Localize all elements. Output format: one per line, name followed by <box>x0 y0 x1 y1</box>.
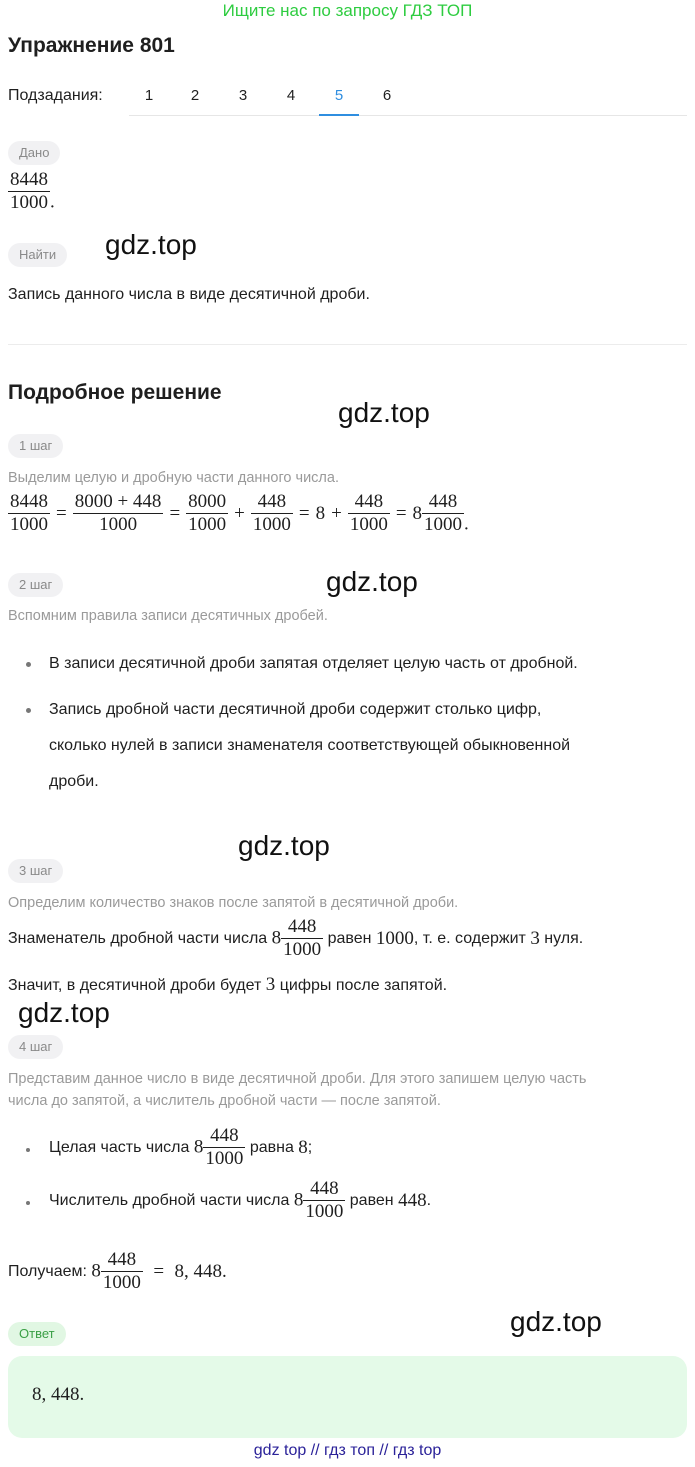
list-item <box>49 1179 431 1223</box>
given-period: . <box>50 191 55 213</box>
step-hint: Выделим целую и дробную части данного числа. <box>8 470 339 486</box>
fraction-numerator: 8000 <box>188 491 227 512</box>
fraction <box>251 492 293 536</box>
result-value: 8, 448. <box>174 1260 227 1282</box>
equals-sign: = <box>298 502 310 524</box>
fraction-denominator: 1000 <box>205 1147 244 1169</box>
step-hint: Представим данное число в виде десятичной дроби. Для этого запишем целую часть <box>8 1071 587 1087</box>
list-item: Запись дробной части десятичной дроби содержит столько цифр, <box>49 701 542 718</box>
divider <box>8 344 687 345</box>
list-item: дроби. <box>49 773 99 790</box>
fraction <box>422 492 464 536</box>
result-line <box>8 1250 227 1294</box>
fraction-denominator: 1000 <box>305 1200 344 1222</box>
step-hint: Вспомним правила записи десятичных дробей. <box>8 608 328 624</box>
fraction-numerator: 448 <box>428 491 458 512</box>
fraction <box>348 492 390 536</box>
watermark: gdz.top <box>338 397 430 428</box>
answer-box <box>8 1356 687 1438</box>
list-item: В записи десятичной дроби запятая отделяет целую часть от дробной. <box>49 655 578 672</box>
promo-banner[interactable]: Ищите нас по запросу ГДЗ ТОП <box>222 1 473 20</box>
tab-subtask-5[interactable]: 5 <box>319 80 359 116</box>
watermark: gdz.top <box>510 1306 602 1337</box>
watermark: gdz.top <box>326 566 418 597</box>
fraction <box>73 492 164 536</box>
step3-line2 <box>8 974 447 996</box>
mixed-number <box>193 1125 246 1169</box>
step-badge: 1 шаг <box>8 434 63 458</box>
list-item: сколько нулей в записи знаменателя соответствующей обыкновенной <box>49 737 571 754</box>
text-fragment: Числитель дробной части числа <box>49 1191 290 1209</box>
math-value: 1000 <box>375 927 414 949</box>
watermark: gdz.top <box>105 229 197 260</box>
step1-equation <box>8 492 469 536</box>
plus-sign: + <box>234 502 245 524</box>
bullet-dot <box>26 708 31 713</box>
math-value: 3 <box>530 927 540 949</box>
watermark: gdz.top <box>238 830 330 861</box>
math-value: 3 <box>265 974 276 995</box>
text-fragment: ; <box>307 1138 313 1156</box>
text-fragment: Целая часть числа <box>49 1138 190 1156</box>
tab-subtask-1[interactable]: 1 <box>144 87 154 104</box>
subtasks-label: Подзадания: <box>8 87 103 104</box>
fraction-numerator: 8448 <box>10 169 48 190</box>
bullet-dot <box>26 1201 30 1205</box>
bullet-dot <box>26 662 31 667</box>
mixed-whole: 8 <box>293 1189 304 1211</box>
text-fragment: равна <box>249 1138 294 1156</box>
step-badge: 4 шаг <box>8 1035 63 1059</box>
math-value: 448 <box>398 1189 427 1211</box>
step-badge: 2 шаг <box>8 573 63 597</box>
tab-subtask-3[interactable]: 3 <box>238 87 248 104</box>
fraction <box>203 1126 245 1170</box>
text-fragment: цифры после запятой. <box>279 977 448 994</box>
step3-line1 <box>8 917 583 961</box>
math-value: 8 <box>298 1136 308 1158</box>
text-fragment: , т. е. содержит <box>413 929 526 947</box>
fraction-denominator: 1000 <box>349 513 388 535</box>
fraction <box>8 492 50 536</box>
watermark: gdz.top <box>18 997 110 1028</box>
mixed-number <box>271 916 324 960</box>
mixed-number <box>293 1178 346 1222</box>
equals-sign: = <box>169 502 181 524</box>
text-fragment: равен <box>349 1191 394 1209</box>
fraction-numerator: 448 <box>354 491 384 512</box>
text-fragment: нуля. <box>544 929 584 947</box>
whole-number: 8 <box>315 502 326 524</box>
equals-sign: = <box>56 502 67 524</box>
find-text: Запись данного числа в виде десятичной дроби. <box>8 286 370 303</box>
mixed-whole: 8 <box>271 927 282 949</box>
solution-title: Подробное решение <box>8 381 222 404</box>
fraction-denominator: 1000 <box>283 938 322 960</box>
subtasks-tabs <box>129 80 687 116</box>
fraction-numerator: 448 <box>310 1178 339 1199</box>
fraction-numerator: 8000 + 448 <box>74 491 162 512</box>
tab-subtask-4[interactable]: 4 <box>286 87 296 104</box>
mixed-number <box>91 1249 143 1293</box>
mixed-whole: 8 <box>412 502 423 524</box>
fraction-denominator: 1000 <box>424 513 463 535</box>
footer-links[interactable]: gdz top // гдз топ // гдз top <box>253 1442 442 1459</box>
fraction-numerator: 448 <box>210 1125 239 1146</box>
tab-subtask-2[interactable]: 2 <box>190 87 200 104</box>
fraction-denominator: 1000 <box>188 513 227 535</box>
step-badge: 3 шаг <box>8 859 63 883</box>
fraction-denominator: 1000 <box>252 513 291 535</box>
fraction-denominator: 1000 <box>10 513 48 535</box>
given-fraction <box>8 170 50 214</box>
given-expression <box>8 170 55 214</box>
text-fragment: Значит, в десятичной дроби будет <box>8 977 262 994</box>
fraction-denominator: 1000 <box>10 191 48 213</box>
result-label: Получаем: <box>8 1262 87 1280</box>
step-hint: Определим количество знаков после запятой в десятичной дроби. <box>8 895 459 911</box>
fraction-denominator: 1000 <box>102 1271 141 1293</box>
period: . <box>464 513 469 535</box>
fraction <box>101 1250 143 1294</box>
fraction-numerator: 448 <box>107 1249 137 1270</box>
plus-sign: + <box>331 502 342 524</box>
answer-badge: Ответ <box>8 1322 66 1346</box>
fraction-numerator: 448 <box>287 916 317 937</box>
tab-subtask-6[interactable]: 6 <box>382 87 392 104</box>
fraction <box>281 917 323 961</box>
fraction-denominator: 1000 <box>73 513 164 536</box>
text-fragment: равен <box>327 929 372 947</box>
text-fragment: Знаменатель дробной части числа <box>8 929 268 947</box>
fraction <box>186 492 228 536</box>
mixed-whole: 8 <box>91 1260 101 1282</box>
find-badge: Найти <box>8 243 67 267</box>
answer-value: 8, 448. <box>32 1384 85 1405</box>
equals-sign: = <box>395 502 407 524</box>
text-fragment: . <box>426 1191 432 1209</box>
fraction-numerator: 448 <box>257 491 287 512</box>
bullet-dot <box>26 1148 30 1152</box>
fraction-numerator: 8448 <box>10 491 48 512</box>
equals-sign: = <box>153 1260 165 1282</box>
page-title: Упражнение 801 <box>8 34 175 57</box>
list-item <box>49 1126 312 1170</box>
mixed-whole: 8 <box>193 1136 204 1158</box>
given-badge: Дано <box>8 141 60 165</box>
step-hint: числа до запятой, а числитель дробной части — после запятой. <box>8 1093 441 1109</box>
fraction <box>303 1179 345 1223</box>
